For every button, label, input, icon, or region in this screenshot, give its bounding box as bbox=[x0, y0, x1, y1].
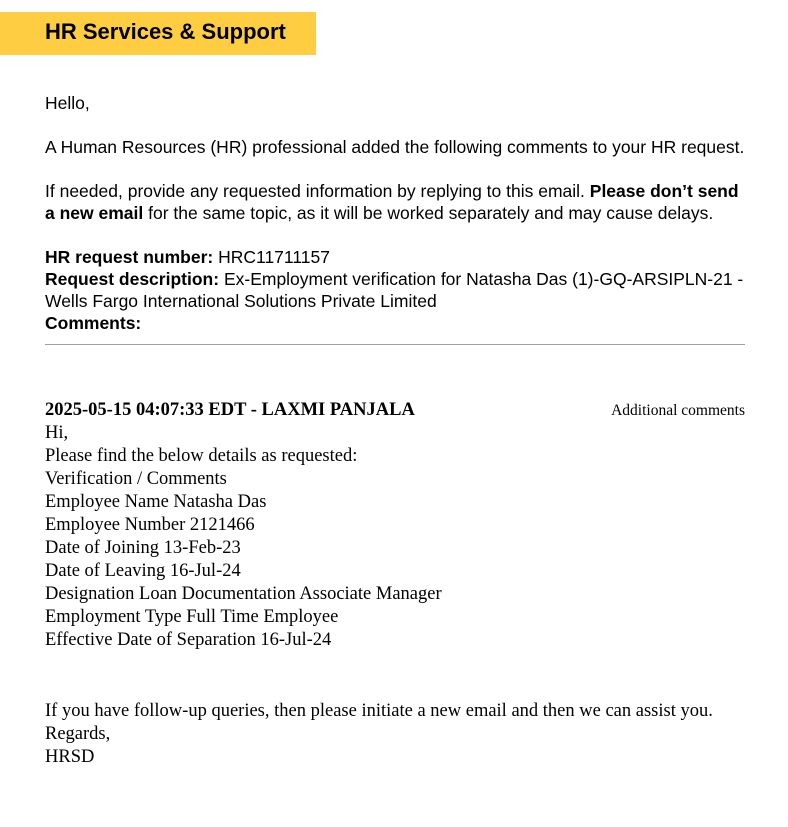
comment-line: Hi, bbox=[45, 423, 69, 443]
request-number-value: HRC11711157 bbox=[218, 247, 330, 267]
comment-author-line: 2025-05-15 04:07:33 EDT - LAXMI PANJALA bbox=[45, 400, 415, 420]
comment-line: Date of Leaving 16-Jul-24 bbox=[45, 561, 241, 581]
comment-entry bbox=[45, 399, 745, 652]
comment-line: Employee Name Natasha Das bbox=[45, 492, 267, 512]
comment-line: Verification / Comments bbox=[45, 469, 227, 489]
request-description-row bbox=[45, 268, 745, 312]
intro-text: A Human Resources (HR) professional added the following comments to your HR request. bbox=[45, 137, 745, 157]
comment-line: Designation Loan Documentation Associate Manager bbox=[45, 584, 442, 604]
comment-line: Employment Type Full Time Employee bbox=[45, 607, 339, 627]
notice-prefix: If needed, provide any requested information by replying to this email. bbox=[45, 181, 590, 201]
comment-type: Additional comments bbox=[611, 402, 745, 419]
comment-line: Date of Joining 13-Feb-23 bbox=[45, 538, 241, 558]
request-description-value: Ex-Employment verification for Natasha Das (1)-GQ-ARSIPLN-21 - Wells Fargo International Solutions Private Limited bbox=[45, 269, 744, 311]
request-description-label: Request description: bbox=[45, 269, 220, 289]
comment-header bbox=[45, 399, 745, 422]
request-number-row bbox=[45, 246, 745, 268]
followup-text: If you have follow-up queries, then please initiate a new email and then we can assist you. bbox=[45, 701, 713, 721]
regards-text: Regards, bbox=[45, 724, 111, 744]
email-body bbox=[45, 92, 745, 345]
notice-text bbox=[45, 180, 745, 224]
comment-line: Effective Date of Separation 16-Jul-24 bbox=[45, 630, 332, 650]
banner-title: HR Services & Support bbox=[45, 19, 286, 44]
request-number-label: HR request number: bbox=[45, 247, 214, 267]
comment-line: Employee Number 2121466 bbox=[45, 515, 255, 535]
notice-suffix: for the same topic, as it will be worked separately and may cause delays. bbox=[143, 203, 714, 223]
notice-bold: Please don’t send a new email bbox=[45, 181, 739, 223]
greeting: Hello, bbox=[45, 93, 90, 113]
signature-text: HRSD bbox=[45, 747, 95, 767]
header-banner bbox=[0, 12, 316, 55]
divider bbox=[45, 344, 745, 345]
comment-line: Please find the below details as requested: bbox=[45, 446, 358, 466]
closing-block bbox=[45, 700, 745, 769]
comments-label: Comments: bbox=[45, 313, 142, 333]
